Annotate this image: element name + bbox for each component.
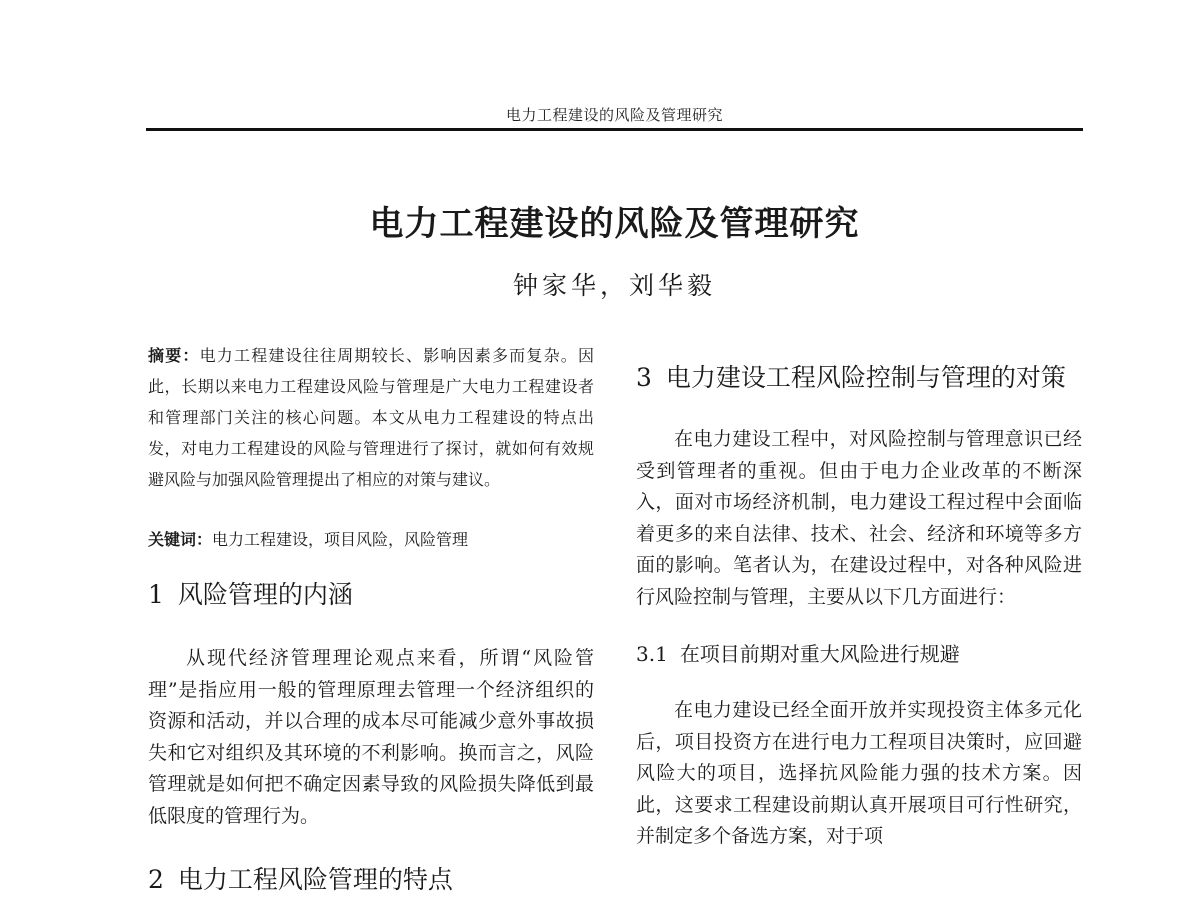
paper-authors: 钟家华，刘华毅 <box>512 271 716 300</box>
right-column <box>636 340 1082 853</box>
abstract-label: 摘要： <box>148 346 200 365</box>
section-3-1-body: 在电力建设已经全面开放并实现投资主体多元化后，项目投资方在进行电力工程项目决策时，应回避风险大的项目，选择抗风险能力强的技术方案。因此，这要求工程建设前期认真开展项目可行性研究，并制定多个备选方案，对于项 <box>636 699 1082 847</box>
section-1-heading <box>148 577 594 613</box>
abstract-text: 电力工程建设往往周期较长、影响因素多而复杂。因此，长期以来电力工程建设风险与管理是广大电力工程建设者和管理部门关注的核心问题。本文从电力工程建设的特点出发，对电力工程建设的风险与管理进行了探讨，就如何有效规避风险与加强风险管理提出了相应的对策与建议。 <box>148 346 594 489</box>
paper-title: 电力工程建设的风险及管理研究 <box>369 204 860 244</box>
section-3-1-number: 3.1 <box>636 642 668 666</box>
running-header: 电力工程建设的风险及管理研究 <box>505 106 723 124</box>
abstract <box>148 340 594 495</box>
section-3-heading <box>636 360 1082 396</box>
section-2-heading <box>148 862 594 898</box>
section-3-body: 在电力建设工程中，对风险控制与管理意识已经受到管理者的重视。但由于电力企业改革的不断深入，面对市场经济机制，电力建设工程过程中会面临着更多的来自法律、技术、社会、经济和环境等多方面的影响。笔者认为，在建设过程中，对各种风险进行风险控制与管理，主要从以下几方面进行： <box>636 428 1082 608</box>
section-3-title: 电力建设工程风险控制与管理的对策 <box>665 363 1066 392</box>
section-1-body: 从现代经济管理理论观点来看，所谓“风险管理”是指应用一般的管理原理去管理一个经济组织的资源和活动，并以合理的成本尽可能减少意外事故损失和它对组织及其环境的不利影响。换而言之，风险管理就是如何把不确定因素导致的风险损失降低到最低限度的管理行为。 <box>148 647 594 827</box>
section-2-title: 电力工程风险管理的特点 <box>177 865 453 894</box>
section-3-number: 3 <box>636 363 652 392</box>
section-1-title: 风险管理的内涵 <box>177 580 353 609</box>
keywords <box>148 524 594 555</box>
keywords-label: 关键词： <box>148 530 213 549</box>
left-column <box>148 340 594 898</box>
header-rule <box>146 128 1083 131</box>
section-1-number: 1 <box>148 580 164 609</box>
keywords-text: 电力工程建设，项目风险，风险管理 <box>212 530 469 549</box>
section-2-number: 2 <box>148 865 164 894</box>
section-3-1-heading <box>636 639 1082 669</box>
section-3-1-title: 在项目前期对重大风险进行规避 <box>679 642 960 666</box>
